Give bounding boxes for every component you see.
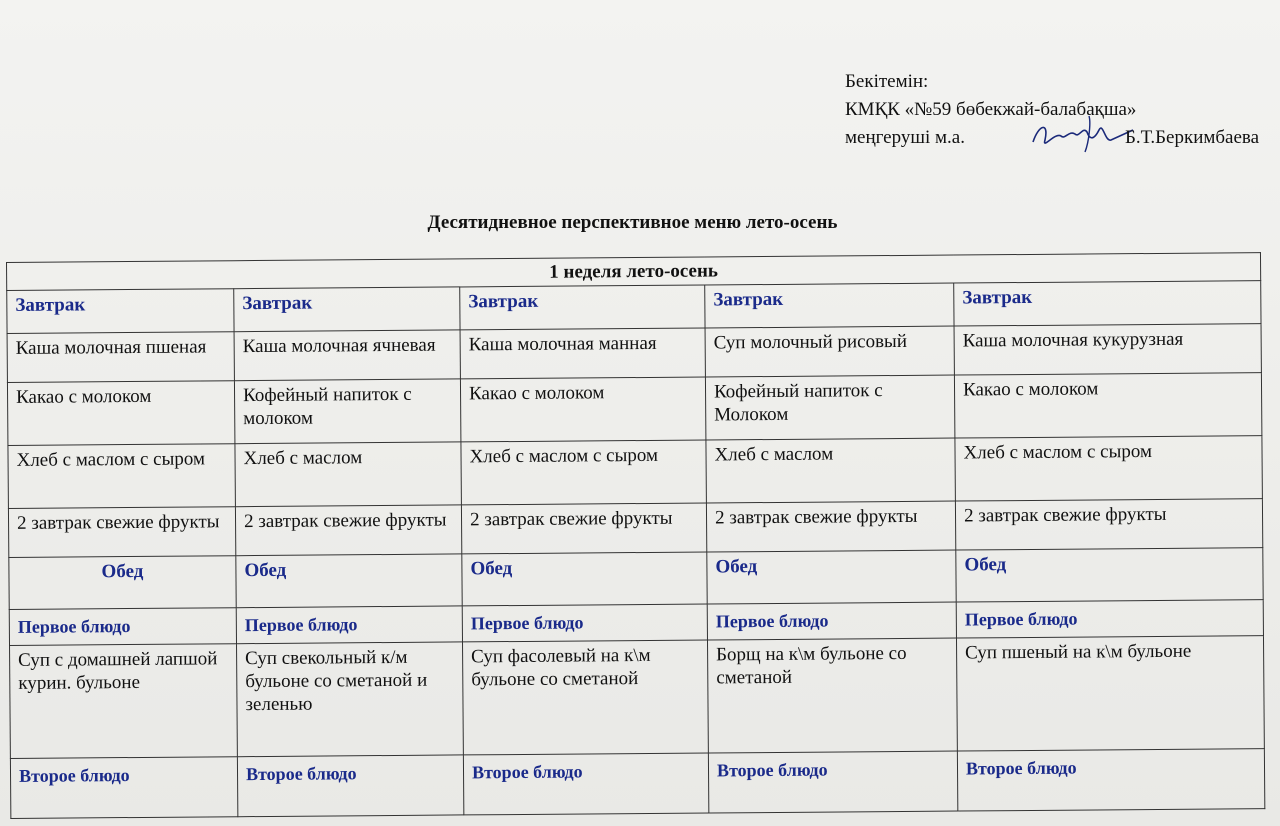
meal-label: Обед	[956, 548, 1263, 602]
handwritten-signature	[1025, 112, 1135, 158]
dish-cell: Суп с домашней лапшой курин. бульоне	[10, 644, 238, 759]
course-label: Первое блюдо	[462, 604, 707, 642]
meal-label: Завтрак	[7, 289, 234, 334]
dish-cell: 2 завтрак свежие фрукты	[8, 507, 235, 558]
meal-label: Обед	[9, 556, 236, 610]
course-label: Второе блюдо	[237, 755, 463, 817]
course-label: Первое блюдо	[236, 606, 462, 644]
course-label: Второе блюдо	[463, 753, 708, 815]
dish-cell: 2 завтрак свежие фрукты	[706, 501, 955, 552]
second-course-row	[10, 749, 1264, 819]
dish-cell: Каша молочная пшеная	[7, 332, 234, 383]
dish-cell: Хлеб с маслом с сыром	[461, 440, 706, 505]
week-header: 1 неделя лето-осень	[7, 253, 1261, 291]
meal-label: Обед	[707, 550, 956, 604]
bread-row	[8, 436, 1262, 509]
page-title: Десятидневное перспективное меню лето-осень	[427, 212, 838, 233]
dish-cell: Суп фасолевый на к\м бульоне со сметаной	[462, 640, 708, 755]
approval-heading: Бекітемін:	[845, 71, 929, 92]
approval-organization: КМҚК «№59 бөбекжай-балабақша»	[845, 99, 1137, 120]
dish-cell: Хлеб с маслом с сыром	[955, 436, 1263, 501]
dish-cell: Каша молочная ячневая	[234, 330, 460, 381]
course-label: Второе блюдо	[708, 751, 957, 813]
meal-label: Завтрак	[705, 283, 954, 328]
dish-cell: Суп пшеный на к\м бульоне	[956, 636, 1264, 751]
dish-cell: Борщ на к\м бульоне со сметаной	[707, 638, 957, 753]
dish-cell: Суп молочный рисовый	[705, 326, 954, 377]
dish-cell: Хлеб с маслом с сыром	[8, 444, 235, 509]
dish-cell: 2 завтрак свежие фрукты	[235, 505, 461, 556]
approval-block	[845, 68, 1280, 152]
meal-label: Завтрак	[954, 281, 1261, 326]
dish-cell: 2 завтрак свежие фрукты	[461, 503, 706, 554]
dish-cell: Кофейный напиток с молоком	[234, 379, 460, 444]
dish-cell: Кофейный напиток с Молоком	[705, 375, 954, 440]
dish-cell: Какао с молоком	[7, 381, 234, 446]
meal-label: Завтрак	[460, 285, 705, 330]
course-label: Второе блюдо	[957, 749, 1264, 811]
dish-cell: Какао с молоком	[460, 377, 705, 442]
dish-cell: Хлеб с маслом	[235, 442, 461, 507]
course-label: Второе блюдо	[10, 757, 237, 819]
approval-role: меңгеруші м.а.	[845, 127, 965, 148]
dish-cell: Суп свекольный к/м бульоне со сметаной и зеленью	[237, 642, 464, 757]
dish-cell: Каша молочная кукурузная	[954, 324, 1261, 375]
menu-table	[6, 252, 1265, 819]
signature-row	[845, 124, 1280, 152]
soup-row	[10, 636, 1265, 759]
course-label: Первое блюдо	[707, 602, 956, 640]
dish-cell: Какао с молоком	[954, 373, 1262, 438]
meal-label: Обед	[462, 552, 707, 606]
dish-cell: Хлеб с маслом	[706, 438, 955, 503]
course-label: Первое блюдо	[9, 608, 236, 646]
drink-row	[7, 373, 1261, 446]
dish-cell: 2 завтрак свежие фрукты	[955, 499, 1262, 550]
meal-label: Завтрак	[234, 287, 460, 332]
meal-label: Обед	[236, 554, 462, 608]
director-name: Б.Т.Беркимбаева	[1125, 127, 1260, 148]
dish-cell: Каша молочная манная	[460, 328, 705, 379]
course-label: Первое блюдо	[956, 600, 1263, 638]
